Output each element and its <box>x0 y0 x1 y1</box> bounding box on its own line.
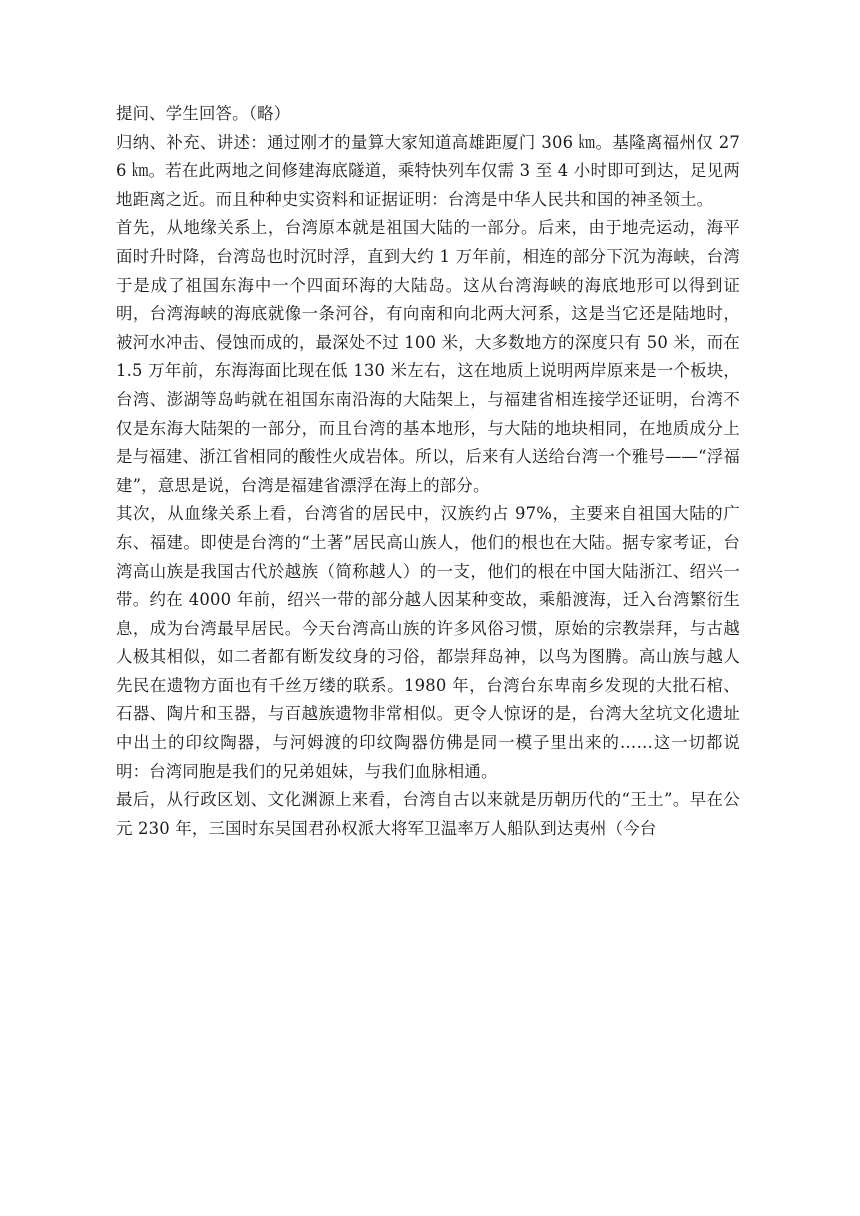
document-body <box>116 100 740 843</box>
paragraph-geographic-relation: 首先，从地缘关系上，台湾原本就是祖国大陆的一部分。后来，由于地壳运动，海平面时升时降，台湾岛也时沉时浮，直到大约 1 万年前，相连的部分下沉为海峡，台湾于是成了祖国东海中一个四面环海的大陆岛。这从台湾海峡的海底地形可以得到证明，台湾海峡的海底就像一条河谷，有向南和向北两大河系，这是当它还是陆地时，被河水冲击、侵蚀而成的，最深处不过 100 米，大多数地方的深度只有 50 米，而在 1.5 万年前，东海海面比现在低 130 米左右，这在地质上说明两岸原来是一个板块，台湾、澎湖等岛屿就在祖国东南沿海的大陆架上，与福建省相连接学还证明，台湾不仅是东海大陆架的一部分，而且台湾的基本地形，与大陆的地块相同，在地质成分上是与福建、浙江省相同的酸性火成岩体。所以，后来有人送给台湾一个雅号——“浮福建”，意思是说，台湾是福建省漂浮在海上的部分。 <box>116 218 740 495</box>
paragraph-blood-relation: 其次，从血缘关系上看，台湾省的居民中，汉族约占 97%，主要来自祖国大陆的广东、福建。即使是台湾的“土著”居民高山族人，他们的根也在大陆。据专家考证，台湾高山族是我国古代於越族（简称越人）的一支，他们的根在中国大陆浙江、绍兴一带。约在 4000 年前，绍兴一带的部分越人因某种变故，乘船渡海，迁入台湾繁衍生息，成为台湾最早居民。今天台湾高山族的许多风俗习惯，原始的宗教崇拜，与古越人极其相似，如二者都有断发纹身的习俗，都崇拜岛神，以鸟为图腾。高山族与越人先民在遗物方面也有千丝万缕的联系。1980 年，台湾台东卑南乡发现的大批石棺、石器、陶片和玉器，与百越族遗物非常相似。更令人惊讶的是，台湾大坌坑文化遗址中出土的印纹陶器，与河姆渡的印纹陶器仿佛是同一模子里出来的……这一切都说明：台湾同胞是我们的兄弟姐妹，与我们血脉相通。 <box>116 504 740 781</box>
paragraph-administrative-history: 最后，从行政区划、文化渊源上来看，台湾自古以来就是历朝历代的“王土”。早在公元 230 年，三国时东吴国君孙权派大将军卫温率万人船队到达夷州（今台 <box>116 790 740 838</box>
paragraph-summary: 归纳、补充、讲述：通过刚才的量算大家知道高雄距厦门 306 ㎞。基隆离福州仅 276 ㎞。若在此两地之间修建海底隧道，乘特快列车仅需 3 至 4 小时即可到达，足见两地距离之近。而且种种史实资料和证据证明：台湾是中华人民共和国的神圣领土。 <box>116 132 740 209</box>
paragraph-question: 提问、学生回答。（略） <box>116 104 291 123</box>
